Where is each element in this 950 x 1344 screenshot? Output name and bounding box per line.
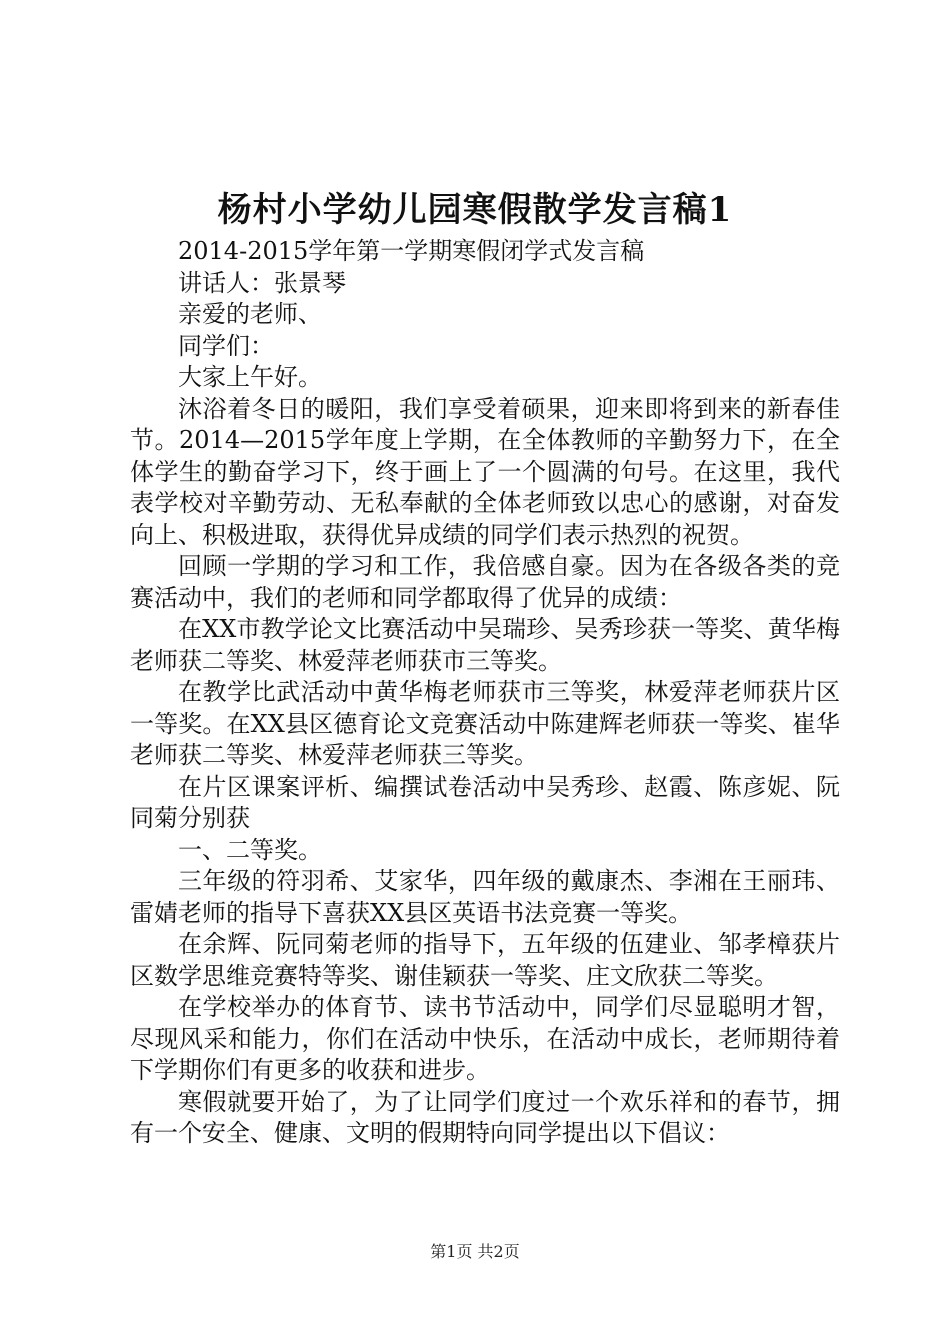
paragraph-subtitle: 2014-2015学年第一学期寒假闭学式发言稿 xyxy=(178,237,645,265)
paragraph-math-awards: 在余辉、阮同菊老师的指导下，五年级的伍建业、邹孝樟获片区数学思维竞赛特等奖、谢佳颖获一等奖、庄文欣获二等奖。 xyxy=(130,930,840,990)
paragraph-festivals: 在学校举办的体育节、读书节活动中，同学们尽显聪明才智，尽现风采和能力，你们在活动中快乐，在活动中成长，老师期待着下学期你们有更多的收获和进步。 xyxy=(130,993,840,1084)
paragraph-greeting-students: 同学们： xyxy=(178,331,274,360)
paragraph-teaching-awards: 在教学比武活动中黄华梅老师获市三等奖，林爱萍老师获片区一等奖。在XX县区德育论文竞赛活动中陈建辉老师获一等奖、崔华老师获二等奖、林爱萍老师获三等奖。 xyxy=(130,678,840,769)
paragraph-lesson-awards-cont: 一、二等奖。 xyxy=(178,835,322,864)
paragraph-winter-break: 寒假就要开始了，为了让同学们度过一个欢乐祥和的春节，拥有一个安全、健康、文明的假期特向同学提出以下倡议： xyxy=(130,1087,840,1147)
paragraph-greeting-teachers: 亲爱的老师、 xyxy=(178,300,322,328)
document-title: 杨村小学幼儿园寒假散学发言稿1 xyxy=(217,190,733,230)
paragraph-english-awards: 三年级的符羽希、艾家华，四年级的戴康杰、李湘在王丽玮、雷婧老师的指导下喜获XX县区英语书法竞赛一等奖。 xyxy=(130,867,840,927)
paragraph-review: 回顾一学期的学习和工作，我倍感自豪。因为在各级各类的竞赛活动中，我们的老师和同学都取得了优异的成绩： xyxy=(130,552,840,612)
document-body xyxy=(130,236,840,1150)
paragraph-paper-awards: 在XX市教学论文比赛活动中吴瑞珍、吴秀珍获一等奖、黄华梅老师获二等奖、林爱萍老师获市三等奖。 xyxy=(130,615,840,675)
paragraph-opening: 沐浴着冬日的暖阳，我们享受着硕果，迎来即将到来的新春佳节。2014—2015学年度上学期，在全体教师的辛勤努力下，在全体学生的勤奋学习下，终于画上了一个圆满的句号。在这里，我代表学校对辛勤劳动、无私奉献的全体老师致以忠心的感谢，对奋发向上、积极进取，获得优异成绩的同学们表示热烈的祝贺。 xyxy=(130,394,840,549)
paragraph-lesson-awards: 在片区课案评析、编撰试卷活动中吴秀珍、赵霞、陈彦妮、阮同菊分别获 xyxy=(130,772,840,832)
page-footer: 第1页 共2页 xyxy=(430,1242,520,1261)
paragraph-good-morning: 大家上午好。 xyxy=(178,363,322,391)
paragraph-speaker: 讲话人：张景琴 xyxy=(178,268,346,297)
